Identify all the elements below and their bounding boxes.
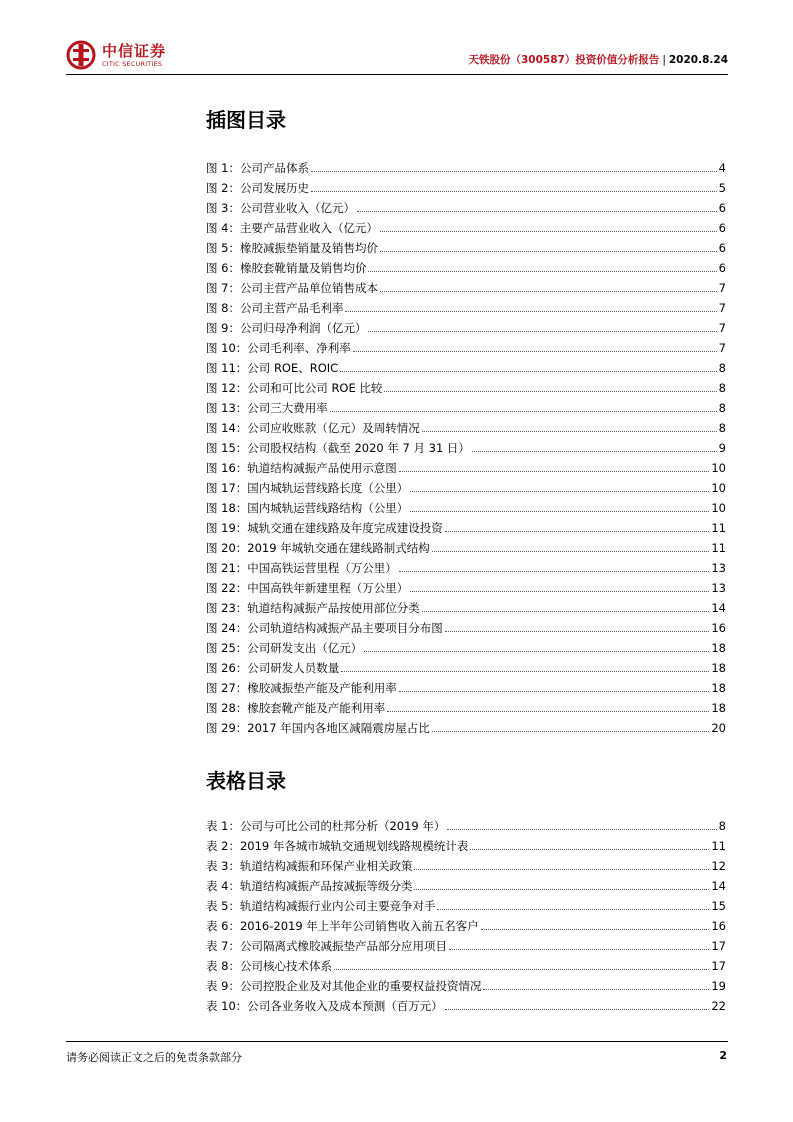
footer-disclaimer: 请务必阅读正文之后的免责条款部分 [66, 1051, 242, 1064]
toc-entry[interactable] [206, 873, 726, 893]
toc-entry[interactable] [206, 675, 726, 695]
toc-entry-page[interactable]: 8 [718, 421, 726, 435]
toc-entry-page[interactable]: 8 [718, 401, 726, 415]
toc-dot-leader [357, 211, 717, 212]
toc-entry-page[interactable]: 18 [711, 681, 726, 695]
toc-entry-page[interactable]: 16 [711, 621, 726, 635]
toc-dot-leader [445, 531, 710, 532]
toc-entry[interactable] [206, 993, 726, 1013]
toc-dot-leader [449, 949, 709, 950]
toc-entry-label[interactable]: 图 14：公司应收账款（亿元）及周转情况 [206, 421, 420, 435]
toc-entry[interactable] [206, 335, 726, 355]
toc-entry-page[interactable]: 14 [711, 601, 726, 615]
toc-entry-label[interactable]: 表 5：轨道结构减振行业内公司主要竞争对手 [206, 899, 436, 913]
toc-entry-label[interactable]: 表 7：公司隔离式橡胶减振垫产品部分应用项目 [206, 939, 447, 953]
toc-entry-label[interactable]: 图 29：2017 年国内各地区减隔震房屋占比 [206, 721, 430, 735]
toc-dot-leader [472, 451, 717, 452]
toc-dot-leader [437, 909, 709, 910]
toc-entry-page[interactable]: 5 [718, 181, 726, 195]
toc-dot-leader [364, 651, 709, 652]
toc-entry-label[interactable]: 图 1：公司产品体系 [206, 161, 309, 175]
toc-entry[interactable] [206, 315, 726, 335]
toc-dot-leader [414, 869, 709, 870]
toc-entry-label[interactable]: 图 5：橡胶减振垫销量及销售均价 [206, 241, 378, 255]
toc-entry[interactable] [206, 595, 726, 615]
toc-entry-label[interactable]: 图 27：橡胶减振垫产能及产能利用率 [206, 681, 397, 695]
toc-entry-page[interactable]: 16 [711, 919, 726, 933]
toc-entry[interactable] [206, 833, 726, 853]
toc-entry[interactable] [206, 455, 726, 475]
toc-entry[interactable] [206, 813, 726, 833]
toc-entry-page[interactable]: 14 [711, 879, 726, 893]
figures-toc-title: 插图目录 [206, 108, 286, 132]
citic-securities-logo [66, 40, 176, 70]
toc-dot-leader [387, 711, 709, 712]
toc-entry-page[interactable]: 18 [711, 701, 726, 715]
toc-entry-page[interactable]: 7 [718, 341, 726, 355]
toc-entry-page[interactable]: 6 [718, 201, 726, 215]
toc-dot-leader [311, 191, 717, 192]
toc-entry-label[interactable]: 图 11：公司 ROE、ROIC [206, 361, 339, 375]
toc-entry[interactable] [206, 195, 726, 215]
toc-entry-label[interactable]: 图 17：国内城轨运营线路长度（公里） [206, 481, 409, 495]
toc-entry[interactable] [206, 535, 726, 555]
toc-dot-leader [380, 231, 717, 232]
toc-entry-label[interactable]: 图 10：公司毛利率、净利率 [206, 341, 351, 355]
toc-entry-label[interactable]: 图 16：轨道结构减振产品使用示意图 [206, 461, 397, 475]
logo-english-text: CITIC SECURITIES [102, 60, 163, 68]
toc-entry[interactable] [206, 655, 726, 675]
toc-dot-leader [330, 411, 717, 412]
toc-entry[interactable] [206, 395, 726, 415]
toc-dot-leader [341, 671, 709, 672]
toc-entry-label[interactable]: 图 26：公司研发人员数量 [206, 661, 340, 675]
toc-entry-page[interactable]: 11 [711, 839, 726, 853]
figures-toc-list [206, 155, 726, 735]
toc-entry-page[interactable]: 9 [718, 441, 726, 455]
toc-entry-label[interactable]: 表 6：2016-2019 年上半年公司销售收入前五名客户 [206, 919, 479, 933]
toc-entry-page[interactable]: 6 [718, 241, 726, 255]
toc-entry-page[interactable]: 7 [718, 321, 726, 335]
toc-entry-label[interactable]: 图 28：橡胶套靴产能及产能利用率 [206, 701, 386, 715]
toc-entry-page[interactable]: 11 [711, 541, 726, 555]
toc-dot-leader [410, 591, 709, 592]
toc-dot-leader [422, 611, 710, 612]
toc-entry-label[interactable]: 表 2：2019 年各城市城轨交通规划线路规模统计表 [206, 839, 469, 853]
toc-entry[interactable] [206, 933, 726, 953]
toc-entry-page[interactable]: 15 [711, 899, 726, 913]
logo-chinese-text: 中信证券 [102, 42, 167, 60]
toc-entry-label[interactable]: 图 21：中国高铁运营里程（万公里） [206, 561, 397, 575]
toc-entry-page[interactable]: 8 [718, 381, 726, 395]
toc-dot-leader [368, 331, 716, 332]
toc-dot-leader [399, 691, 710, 692]
toc-entry-label[interactable]: 表 10：公司各业务收入及成本预测（百万元） [206, 999, 443, 1013]
toc-dot-leader [380, 251, 717, 252]
toc-entry-page[interactable]: 10 [711, 501, 726, 515]
toc-entry-page[interactable]: 6 [718, 261, 726, 275]
toc-entry-label[interactable]: 图 8：公司主营产品毛利率 [206, 301, 344, 315]
toc-entry-page[interactable]: 17 [711, 959, 726, 973]
page-header [66, 38, 728, 74]
toc-dot-leader [414, 889, 709, 890]
toc-entry-page[interactable]: 13 [711, 581, 726, 595]
toc-entry-page[interactable]: 7 [718, 281, 726, 295]
toc-entry[interactable] [206, 953, 726, 973]
toc-entry-page[interactable]: 18 [711, 661, 726, 675]
toc-entry-label[interactable]: 图 2：公司发展历史 [206, 181, 309, 195]
toc-entry-label[interactable]: 图 25：公司研发支出（亿元） [206, 641, 363, 655]
toc-entry-page[interactable]: 6 [718, 221, 726, 235]
toc-entry[interactable] [206, 715, 726, 735]
toc-dot-leader [311, 171, 717, 172]
toc-dot-leader [353, 351, 717, 352]
toc-entry[interactable] [206, 853, 726, 873]
citic-emblem-icon [66, 40, 96, 70]
toc-dot-leader [399, 571, 710, 572]
toc-dot-leader [432, 731, 710, 732]
footer-divider [66, 1041, 728, 1042]
toc-entry-label[interactable]: 图 24：公司轨道结构减振产品主要项目分布图 [206, 621, 443, 635]
toc-entry[interactable] [206, 255, 726, 275]
toc-entry[interactable] [206, 893, 726, 913]
toc-entry[interactable] [206, 973, 726, 993]
toc-entry-label[interactable]: 图 19：城轨交通在建线路及年度完成建设投资 [206, 521, 443, 535]
report-title-text: 天铁股份（300587）投资价值分析报告 [468, 54, 660, 66]
toc-dot-leader [422, 431, 717, 432]
toc-entry[interactable] [206, 555, 726, 575]
toc-entry-label[interactable]: 表 3：轨道结构减振和环保产业相关政策 [206, 859, 413, 873]
toc-entry[interactable] [206, 495, 726, 515]
toc-entry[interactable] [206, 375, 726, 395]
toc-entry-label[interactable]: 图 13：公司三大费用率 [206, 401, 328, 415]
toc-entry[interactable] [206, 215, 726, 235]
toc-entry-label[interactable]: 图 22：中国高铁年新建里程（万公里） [206, 581, 409, 595]
page-number: 2 [719, 1049, 727, 1062]
toc-dot-leader [470, 849, 709, 850]
toc-entry[interactable] [206, 913, 726, 933]
toc-entry-page[interactable]: 8 [718, 819, 726, 833]
toc-entry-label[interactable]: 表 1：公司与可比公司的杜邦分析（2019 年） [206, 819, 446, 833]
toc-entry[interactable] [206, 615, 726, 635]
toc-entry-label[interactable]: 图 23：轨道结构减振产品按使用部位分类 [206, 601, 420, 615]
toc-entry[interactable] [206, 275, 726, 295]
toc-entry-page[interactable]: 10 [711, 481, 726, 495]
toc-entry[interactable] [206, 635, 726, 655]
toc-entry-page[interactable]: 17 [711, 939, 726, 953]
toc-dot-leader [481, 929, 710, 930]
tables-toc-list [206, 813, 726, 1013]
title-separator: | [662, 54, 666, 66]
header-divider [66, 74, 728, 75]
toc-entry-label[interactable]: 表 4：轨道结构减振产品按减振等级分类 [206, 879, 413, 893]
toc-dot-leader [334, 969, 709, 970]
toc-entry-label[interactable]: 图 15：公司股权结构（截至 2020 年 7 月 31 日） [206, 441, 470, 455]
toc-entry-label[interactable]: 图 4：主要产品营业收入（亿元） [206, 221, 378, 235]
toc-entry-label[interactable]: 图 7：公司主营产品单位销售成本 [206, 281, 378, 295]
toc-entry-page[interactable]: 22 [711, 999, 726, 1013]
toc-dot-leader [340, 371, 716, 372]
toc-entry-page[interactable]: 4 [718, 161, 726, 175]
toc-entry[interactable] [206, 355, 726, 375]
toc-entry-page[interactable]: 18 [711, 641, 726, 655]
toc-entry-page[interactable]: 12 [711, 859, 726, 873]
toc-dot-leader [445, 1009, 710, 1010]
toc-dot-leader [410, 511, 709, 512]
tables-toc-title: 表格目录 [206, 769, 286, 793]
toc-dot-leader [432, 551, 710, 552]
toc-entry[interactable] [206, 295, 726, 315]
toc-entry[interactable] [206, 155, 726, 175]
toc-entry-page[interactable]: 8 [718, 361, 726, 375]
report-date: 2020.8.24 [668, 54, 728, 66]
toc-dot-leader [445, 631, 710, 632]
toc-entry[interactable] [206, 475, 726, 495]
toc-dot-leader [384, 391, 716, 392]
toc-dot-leader [345, 311, 716, 312]
toc-entry-page[interactable]: 13 [711, 561, 726, 575]
toc-entry-label[interactable]: 表 9：公司控股企业及对其他企业的重要权益投资情况 [206, 979, 482, 993]
toc-entry-label[interactable]: 表 8：公司核心技术体系 [206, 959, 332, 973]
toc-entry-page[interactable]: 7 [718, 301, 726, 315]
toc-entry-label[interactable]: 图 12：公司和可比公司 ROE 比较 [206, 381, 383, 395]
toc-entry[interactable] [206, 415, 726, 435]
toc-entry-page[interactable]: 11 [711, 521, 726, 535]
toc-entry[interactable] [206, 515, 726, 535]
toc-entry-page[interactable]: 20 [711, 721, 726, 735]
toc-dot-leader [410, 491, 709, 492]
report-title [468, 52, 728, 67]
toc-entry-label[interactable]: 图 9：公司归母净利润（亿元） [206, 321, 367, 335]
toc-entry-label[interactable]: 图 6：橡胶套靴销量及销售均价 [206, 261, 367, 275]
toc-entry[interactable] [206, 435, 726, 455]
toc-dot-leader [483, 989, 709, 990]
toc-dot-leader [399, 471, 710, 472]
toc-entry-label[interactable]: 图 18：国内城轨运营线路结构（公里） [206, 501, 409, 515]
toc-entry-label[interactable]: 图 20：2019 年城轨交通在建线路制式结构 [206, 541, 430, 555]
toc-dot-leader [368, 271, 716, 272]
toc-entry[interactable] [206, 175, 726, 195]
toc-entry[interactable] [206, 235, 726, 255]
toc-entry[interactable] [206, 575, 726, 595]
toc-entry-label[interactable]: 图 3：公司营业收入（亿元） [206, 201, 355, 215]
toc-entry-page[interactable]: 10 [711, 461, 726, 475]
toc-dot-leader [380, 291, 717, 292]
toc-entry-page[interactable]: 19 [711, 979, 726, 993]
toc-entry[interactable] [206, 695, 726, 715]
toc-dot-leader [447, 829, 716, 830]
